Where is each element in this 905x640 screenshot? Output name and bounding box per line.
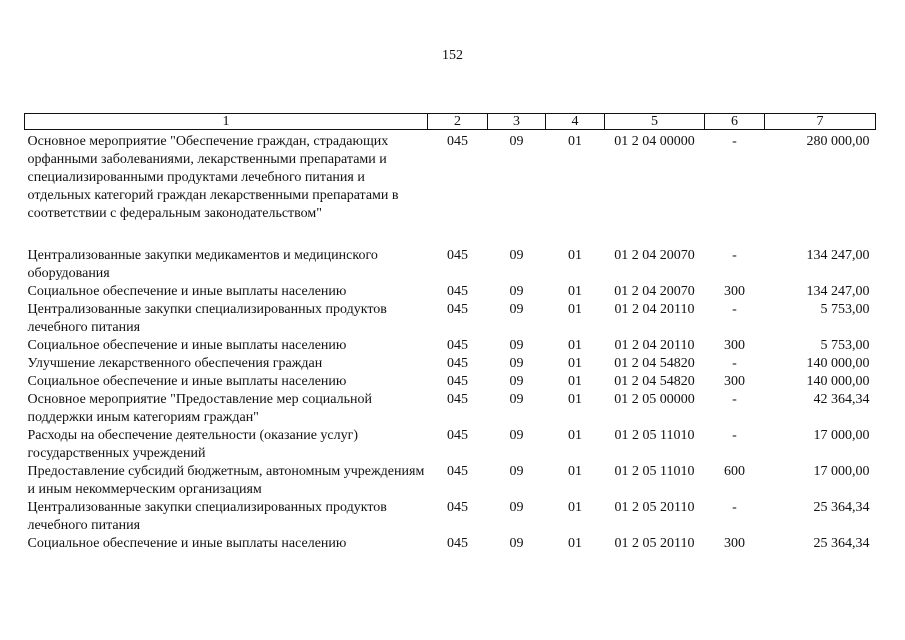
row-code-4: 01 [568,284,582,299]
row-amount: 280 000,00 [806,134,870,149]
row-code-6: - [732,392,737,407]
row-code-5: 01 2 05 20110 [614,536,695,551]
row-code-4: 01 [568,428,582,443]
table-row [25,463,876,499]
table-row [25,373,876,391]
row-name: Основное мероприятие "Предоставление мер социальной поддержки иным категориям граждан" [27,392,372,425]
row-code-3: 09 [509,356,524,371]
row-code-2: 045 [447,248,468,263]
table-body [25,130,876,554]
row-code-2: 045 [447,536,468,551]
table-row [25,499,876,535]
row-code-5: 01 2 04 00000 [614,134,695,149]
row-code-4: 01 [568,248,582,263]
column-header-7: 7 [765,114,876,130]
row-code-6: 300 [724,284,745,299]
row-code-6: - [732,134,737,149]
row-code-2: 045 [447,500,468,515]
table-row [25,427,876,463]
table-row [25,283,876,301]
table-row [25,355,876,373]
row-name: Социальное обеспечение и иные выплаты населению [27,338,347,353]
row-code-5: 01 2 04 20110 [614,338,695,353]
row-amount: 25 364,34 [813,536,870,551]
column-header-6: 6 [705,114,765,130]
row-code-6: 600 [724,464,745,479]
row-name: Расходы на обеспечение деятельности (оказание услуг) государственных учреждений [27,428,359,461]
page-number: 152 [442,48,463,63]
row-name: Централизованные закупки специализированных продуктов лечебного питания [27,302,387,335]
row-code-2: 045 [447,392,468,407]
row-code-5: 01 2 04 54820 [614,374,695,389]
row-name: Социальное обеспечение и иные выплаты населению [27,536,347,551]
row-name: Основное мероприятие "Обеспечение граждан, страдающих орфанными заболеваниями, лекарственными препаратами и специализированными продуктами лечебного питания и отдельных категорий граждан лекарственными препаратами в соответствии с федеральным законодательством" [27,134,399,221]
table-row [25,247,876,283]
row-code-4: 01 [568,302,582,317]
row-code-2: 045 [447,134,468,149]
row-code-6: - [732,302,737,317]
row-amount: 25 364,34 [813,500,870,515]
row-code-4: 01 [568,374,582,389]
row-code-6: 300 [724,338,745,353]
row-code-3: 09 [509,392,524,407]
row-code-3: 09 [509,464,524,479]
row-amount: 140 000,00 [806,374,870,389]
row-code-2: 045 [447,302,468,317]
row-name: Предоставление субсидий бюджетным, автономным учреждениям и иным некоммерческим организациям [27,464,425,497]
column-header-3: 3 [488,114,546,130]
row-code-4: 01 [568,134,582,149]
row-code-3: 09 [509,248,524,263]
table-row [25,337,876,355]
row-code-6: - [732,356,737,371]
row-name: Социальное обеспечение и иные выплаты населению [27,374,347,389]
row-code-6: - [732,248,737,263]
row-code-4: 01 [568,500,582,515]
row-code-3: 09 [509,500,524,515]
table-row [25,391,876,427]
row-code-6: - [732,428,737,443]
row-amount: 17 000,00 [813,464,870,479]
row-name: Социальное обеспечение и иные выплаты населению [27,284,347,299]
row-code-2: 045 [447,338,468,353]
row-spacer [25,223,876,247]
row-code-2: 045 [447,428,468,443]
row-amount: 134 247,00 [806,284,870,299]
table-header [25,114,876,130]
row-code-3: 09 [509,302,524,317]
row-code-2: 045 [447,356,468,371]
row-code-5: 01 2 04 20110 [614,302,695,317]
row-code-5: 01 2 05 20110 [614,500,695,515]
row-code-5: 01 2 05 11010 [614,428,695,443]
row-code-5: 01 2 04 20070 [614,284,695,299]
row-code-4: 01 [568,356,582,371]
row-code-4: 01 [568,464,582,479]
row-amount: 17 000,00 [813,428,870,443]
row-code-4: 01 [568,338,582,353]
row-code-2: 045 [447,284,468,299]
table-row [25,130,876,224]
row-code-4: 01 [568,536,582,551]
row-amount: 140 000,00 [806,356,870,371]
row-code-3: 09 [509,134,524,149]
row-code-2: 045 [447,374,468,389]
row-code-6: 300 [724,374,745,389]
row-code-3: 09 [509,536,524,551]
row-name: Централизованные закупки специализированных продуктов лечебного питания [27,500,387,533]
row-name: Централизованные закупки медикаментов и медицинского оборудования [27,248,378,281]
row-code-3: 09 [509,428,524,443]
row-code-2: 045 [447,464,468,479]
row-code-5: 01 2 04 54820 [614,356,695,371]
row-code-3: 09 [509,284,524,299]
column-header-1: 1 [25,114,428,130]
header-row [25,114,876,130]
row-code-3: 09 [509,338,524,353]
table-row [25,535,876,553]
column-header-2: 2 [428,114,488,130]
column-header-5: 5 [605,114,705,130]
row-code-4: 01 [568,392,582,407]
row-amount: 134 247,00 [806,248,870,263]
row-code-5: 01 2 05 00000 [614,392,695,407]
row-code-5: 01 2 05 11010 [614,464,695,479]
row-amount: 5 753,00 [820,338,870,353]
row-code-3: 09 [509,374,524,389]
table-row [25,301,876,337]
budget-table [24,113,876,553]
row-code-6: 300 [724,536,745,551]
column-header-4: 4 [546,114,605,130]
row-code-5: 01 2 04 20070 [614,248,695,263]
row-amount: 42 364,34 [813,392,870,407]
row-code-6: - [732,500,737,515]
row-amount: 5 753,00 [820,302,870,317]
row-name: Улучшение лекарственного обеспечения граждан [27,356,323,371]
